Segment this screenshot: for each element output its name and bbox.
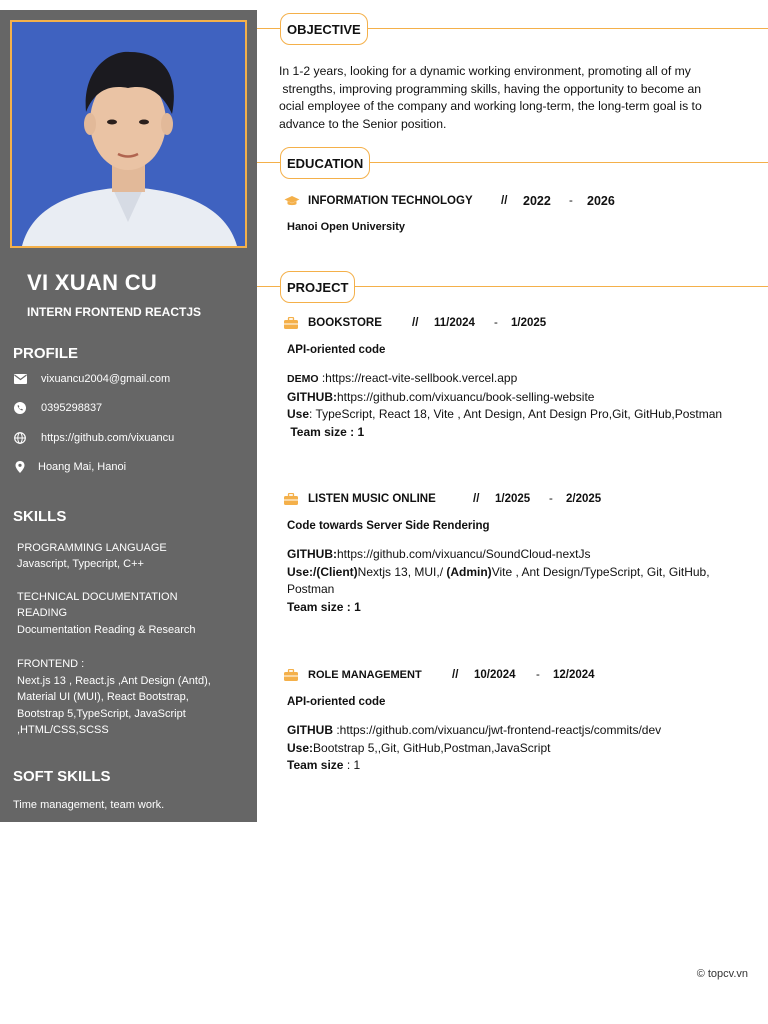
date-separator: // (412, 317, 419, 329)
detail-label: Use:/(Client) (287, 564, 358, 579)
envelope-icon (13, 373, 27, 385)
project-end: 12/2024 (553, 669, 595, 681)
github-link[interactable]: https://github.com/vixuancu/SoundCloud-nextJs (337, 547, 591, 561)
soft-skills-text: Time management, team work. (13, 799, 165, 811)
education-heading: EDUCATION (280, 147, 370, 179)
detail-label: GITHUB (287, 723, 333, 737)
location-text: Hoang Mai, Hanoi (38, 461, 127, 473)
detail-text: : 1 (343, 758, 361, 772)
globe-icon (13, 432, 27, 444)
objective-line: advance to the Senior position. (279, 116, 447, 131)
sidebar (0, 10, 257, 822)
profile-photo (10, 20, 247, 248)
objective-line: strengths, improving programming skills, having the opportunity to become an (279, 81, 702, 96)
contact-phone[interactable] (13, 402, 102, 414)
map-pin-icon (13, 461, 27, 473)
skill-frontend-line: Next.js 13 , React.js ,Ant Design (Antd), (17, 675, 211, 687)
skill-programming-title: PROGRAMMING LANGUAGE (17, 542, 167, 554)
project-name: ROLE MANAGEMENT (308, 669, 422, 681)
education-row (284, 194, 615, 208)
detail-text: Vite , Ant Design/TypeScript, Git, GitHub, (491, 564, 710, 579)
skill-doc-title-1: TECHNICAL DOCUMENTATION (17, 591, 178, 603)
detail-label: Use (287, 407, 310, 421)
objective-line: ocial employee of the company and working long-term, the long-term goal is to (279, 99, 702, 113)
objective-text (279, 63, 757, 133)
skills-heading: SKILLS (13, 508, 67, 525)
date-dash: - (569, 195, 573, 207)
detail-label: Team size (287, 758, 344, 772)
project-subtitle: API-oriented code (287, 344, 386, 356)
education-school: Hanoi Open University (287, 221, 405, 233)
graduation-cap-icon (284, 195, 300, 207)
project-subtitle: Code towards Server Side Rendering (287, 520, 490, 532)
email-text: vixuancu2004@gmail.com (41, 373, 171, 385)
detail-text: : TypeScript, React 18, Vite , Ant Design, Ant Design Pro,Git, GitHub,Postman (309, 407, 723, 421)
soft-skills-heading: SOFT SKILLS (13, 768, 111, 785)
detail-text: 1 (350, 599, 361, 614)
candidate-name: VI XUAN CU (27, 270, 158, 295)
demo-link[interactable]: :https://react-vite-sellbook.vercel.app (318, 371, 518, 385)
contact-email[interactable] (13, 373, 170, 385)
education-end: 2026 (587, 194, 615, 208)
skill-frontend-line: ,HTML/CSS,SCSS (17, 724, 109, 736)
detail-label: GITHUB: (287, 547, 337, 561)
date-separator: // (473, 493, 480, 505)
detail-label: GITHUB: (287, 389, 337, 404)
briefcase-icon (284, 669, 300, 681)
github-link[interactable]: :https://github.com/vixuancu/jwt-frontend-reactjs/commits/dev (333, 723, 662, 737)
briefcase-icon (284, 317, 300, 329)
project-end: 1/2025 (511, 317, 547, 329)
detail-label: Team size : (287, 424, 355, 439)
project-start: 11/2024 (434, 317, 475, 329)
objective-heading: OBJECTIVE (280, 13, 368, 45)
briefcase-icon (284, 493, 300, 505)
detail-text: Nextjs 13, MUI,/ (357, 564, 447, 579)
date-dash: - (494, 317, 498, 329)
project-detail-line (287, 370, 757, 389)
project-detail-line (287, 564, 757, 582)
contact-github[interactable] (13, 432, 174, 444)
project-detail-line (287, 389, 757, 407)
date-separator: // (501, 195, 508, 207)
objective-line: In 1-2 years, looking for a dynamic working environment, promoting all of my (279, 64, 691, 78)
date-separator: // (452, 669, 459, 681)
project-row (284, 669, 595, 681)
contact-location (13, 461, 126, 473)
detail-text: Bootstrap 5,,Git, GitHub,Postman,JavaScript (313, 740, 551, 755)
detail-label: Use: (287, 740, 314, 755)
github-text: https://github.com/vixuancu (41, 432, 175, 444)
project-details (287, 722, 757, 775)
project-detail-line (287, 599, 757, 617)
date-dash: - (549, 493, 553, 505)
skill-programming-text: Javascript, Typecript, C++ (17, 558, 144, 570)
project-details (287, 370, 757, 441)
project-detail-line (287, 757, 757, 775)
skill-doc-title-2: READING (17, 607, 68, 619)
project-detail-line (287, 406, 757, 424)
project-start: 10/2024 (474, 669, 516, 681)
project-detail-line (287, 546, 757, 564)
project-subtitle: API-oriented code (287, 696, 386, 708)
education-major: INFORMATION TECHNOLOGY (308, 195, 473, 207)
project-detail-line (287, 722, 757, 740)
project-row (284, 493, 601, 505)
education-start: 2022 (523, 194, 551, 208)
skill-frontend-line: Bootstrap 5,TypeScript, JavaScript (17, 708, 186, 720)
phone-text: 0395298837 (41, 402, 103, 414)
project-end: 2/2025 (566, 493, 602, 505)
project-heading: PROJECT (280, 271, 355, 303)
project-row (284, 317, 546, 329)
skill-frontend-line: Material UI (MUI), React Bootstrap, (17, 691, 189, 703)
project-detail-line (287, 740, 757, 758)
footer-watermark: © topcv.vn (696, 968, 748, 980)
date-dash: - (536, 669, 540, 681)
skill-doc-text: Documentation Reading & Research (17, 624, 196, 636)
project-start: 1/2025 (495, 493, 531, 505)
candidate-role: INTERN FRONTEND REACTJS (27, 305, 202, 319)
profile-heading: PROFILE (13, 345, 79, 362)
project-name: BOOKSTORE (308, 317, 382, 329)
project-details (287, 546, 757, 616)
detail-label: DEMO (287, 373, 319, 385)
project-detail-line: Postman (287, 582, 335, 596)
skill-frontend-title: FRONTEND : (17, 658, 85, 670)
project-detail-line (287, 424, 757, 442)
detail-label: Team size : (287, 599, 351, 614)
phone-icon (13, 402, 27, 414)
detail-text: 1 (354, 424, 365, 439)
project-name: LISTEN MUSIC ONLINE (308, 493, 436, 505)
github-link[interactable]: https://github.com/vixuancu/book-selling-website (337, 389, 595, 404)
detail-label: (Admin) (446, 564, 492, 579)
